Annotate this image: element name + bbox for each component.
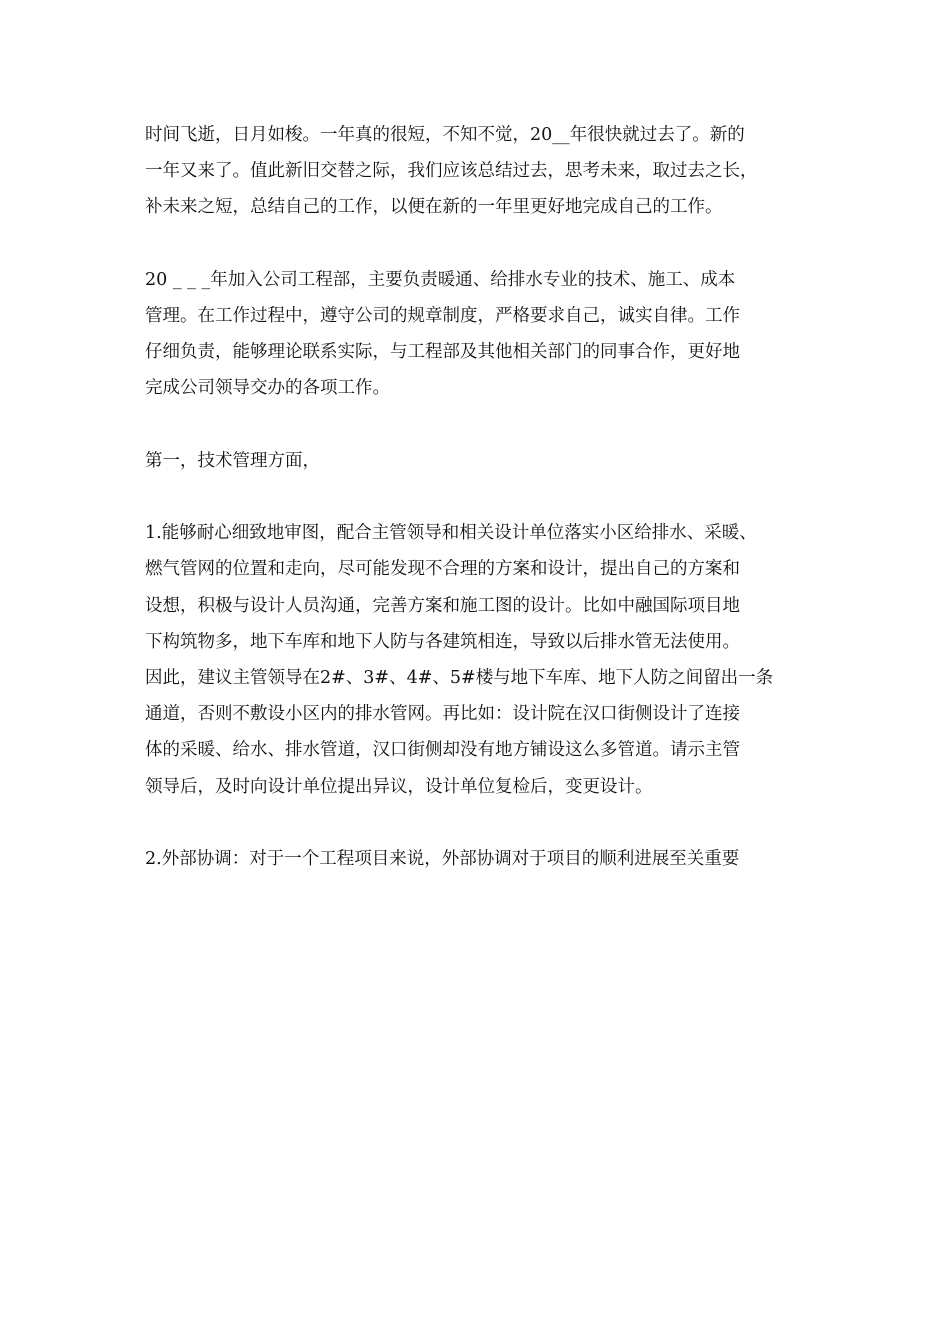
paragraph-intro xyxy=(145,117,815,226)
paragraph-item-1 xyxy=(145,515,815,805)
document-body xyxy=(145,117,815,913)
text-line: 管理。在工作过程中，遵守公司的规章制度，严格要求自己，诚实自律。工作 xyxy=(145,306,740,326)
text-line: 时间飞逝，日月如梭。一年真的很短，不知不觉，20__年很快就过去了。新的 xyxy=(145,125,745,145)
text-line: 下构筑物多，地下车库和地下人防与各建筑相连，导致以后排水管无法使用。 xyxy=(145,631,740,652)
text-line: 20 _ _ _年加入公司工程部，主要负责暖通、给排水专业的技术、施工、成本 xyxy=(145,269,736,290)
text-line: 完成公司领导交办的各项工作。 xyxy=(145,378,390,399)
text-line: 燃气管网的位置和走向，尽可能发现不合理的方案和设计，提出自己的方案和 xyxy=(145,559,740,580)
text-line: 一年又来了。值此新旧交替之际，我们应该总结过去，思考未来，取过去之长， xyxy=(145,161,758,182)
section-heading-technical-management xyxy=(145,443,815,479)
text-line: 第一，技术管理方面， xyxy=(145,450,320,471)
text-line: 设想，积极与设计人员沟通，完善方案和施工图的设计。比如中融国际项目地 xyxy=(145,595,740,616)
paragraph-background xyxy=(145,262,815,407)
text-line: 2.外部协调：对于一个工程项目来说，外部协调对于项目的顺利进展至关重要 xyxy=(145,849,740,869)
text-line: 通道，否则不敷设小区内的排水管网。再比如：设计院在汉口街侧设计了连接 xyxy=(145,704,740,725)
text-line: 补未来之短，总结自己的工作，以便在新的一年里更好地完成自己的工作。 xyxy=(145,197,723,218)
text-line: 仔细负责，能够理论联系实际，与工程部及其他相关部门的同事合作，更好地 xyxy=(145,342,740,363)
text-line: 体的采暖、给水、排水管道，汉口街侧却没有地方铺设这么多管道。请示主管 xyxy=(145,740,740,761)
text-line: 因此，建议主管领导在2#、3#、4#、5#楼与地下车库、地下人防之间留出一条 xyxy=(145,668,774,688)
text-line: 1.能够耐心细致地审图，配合主管领导和相关设计单位落实小区给排水、采暖、 xyxy=(145,523,757,544)
paragraph-item-2 xyxy=(145,841,815,877)
text-line: 领导后，及时向设计单位提出异议，设计单位复检后，变更设计。 xyxy=(145,776,653,797)
